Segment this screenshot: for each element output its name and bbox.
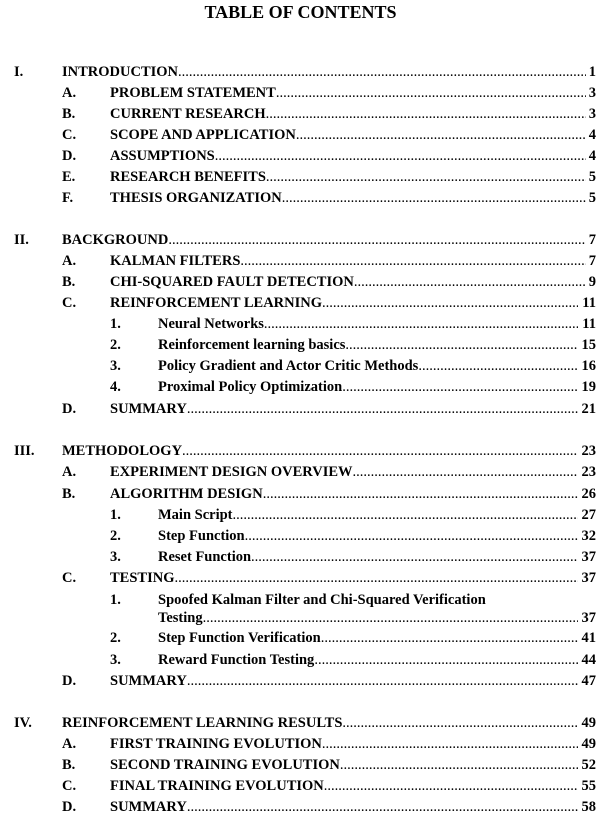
toc-page: 3: [588, 85, 596, 101]
toc-page: 3: [588, 106, 596, 122]
toc-entry-summary-iii[interactable]: [0, 671, 596, 691]
toc-entry-spoofed-kalman[interactable]: [0, 590, 596, 610]
toc-label: SCOPE AND APPLICATION: [110, 127, 296, 143]
toc-entry-rl-basics[interactable]: [0, 335, 596, 355]
toc-label: Main Script: [158, 507, 233, 523]
toc-number: D.: [62, 148, 77, 164]
toc-page: 9: [588, 274, 596, 290]
toc-entry-step-verification[interactable]: [0, 628, 596, 648]
toc-number: C.: [62, 295, 77, 311]
toc-entry-kalman-filters[interactable]: [0, 251, 596, 271]
toc-entry-final-training[interactable]: [0, 776, 596, 796]
toc-label: CHI-SQUARED FAULT DETECTION: [110, 274, 354, 290]
toc-label: TESTING: [110, 570, 175, 586]
toc-label-line1: Spoofed Kalman Filter and Chi-Squared Verification: [158, 592, 486, 608]
toc-page: 37: [581, 610, 596, 626]
toc-page: 44: [581, 652, 596, 668]
toc-entry-scope[interactable]: [0, 125, 596, 145]
toc-entry-reset-function[interactable]: [0, 547, 596, 567]
toc-entry-summary-ii[interactable]: [0, 399, 596, 419]
toc-label: Proximal Policy Optimization: [158, 379, 343, 395]
toc-entry-testing[interactable]: [0, 568, 596, 588]
toc-label: FINAL TRAINING EVOLUTION: [110, 778, 324, 794]
toc-page: 16: [581, 358, 596, 374]
toc-entry-background[interactable]: [0, 230, 596, 250]
toc-entry-summary-iv[interactable]: [0, 797, 596, 817]
toc-number: E.: [62, 169, 76, 185]
toc-page: 49: [581, 715, 596, 731]
toc-page: 4: [588, 148, 596, 164]
toc-label: Reinforcement learning basics: [158, 337, 346, 353]
toc-number: B.: [62, 106, 76, 122]
toc-number: 2.: [110, 528, 121, 544]
toc-page: 5: [588, 190, 596, 206]
toc-page: 37: [581, 549, 596, 565]
toc-page: 23: [581, 464, 596, 480]
toc-label: Testing: [158, 610, 203, 626]
toc-entry-current-research[interactable]: [0, 104, 596, 124]
toc-page: 41: [581, 630, 596, 646]
toc-label: RESEARCH BENEFITS: [110, 169, 266, 185]
toc-page: 55: [581, 778, 596, 794]
toc-number: II.: [14, 232, 29, 248]
toc-entry-neural-networks[interactable]: [0, 314, 596, 334]
toc-number: A.: [62, 253, 77, 269]
toc-label: EXPERIMENT DESIGN OVERVIEW: [110, 464, 353, 480]
toc-label: Step Function Verification: [158, 630, 321, 646]
toc-label: KALMAN FILTERS: [110, 253, 241, 269]
toc-label: Reward Function Testing: [158, 652, 315, 668]
toc-label: Neural Networks: [158, 316, 264, 332]
toc-number: 2.: [110, 337, 121, 353]
toc-number: F.: [62, 190, 74, 206]
toc-entry-problem-statement[interactable]: [0, 83, 596, 103]
toc-number: 4.: [110, 379, 121, 395]
toc-number: 3.: [110, 549, 121, 565]
toc-page: 7: [588, 232, 596, 248]
toc-label: FIRST TRAINING EVOLUTION: [110, 736, 322, 752]
toc-number: A.: [62, 85, 77, 101]
toc-number: C.: [62, 127, 77, 143]
toc-number: B.: [62, 757, 76, 773]
toc-number: 1.: [110, 592, 121, 608]
toc-entry-first-training[interactable]: [0, 734, 596, 754]
toc-entry-experiment-design[interactable]: [0, 462, 596, 482]
toc-label: SUMMARY: [110, 673, 187, 689]
page-title: TABLE OF CONTENTS: [204, 2, 397, 22]
toc-label: SUMMARY: [110, 799, 187, 815]
toc-number: 1.: [110, 316, 121, 332]
toc-entry-research-benefits[interactable]: [0, 167, 596, 187]
toc-label: SUMMARY: [110, 401, 187, 417]
toc-number: 3.: [110, 358, 121, 374]
toc-number: A.: [62, 736, 77, 752]
toc-label: ALGORITHM DESIGN: [110, 486, 263, 502]
toc-label: REINFORCEMENT LEARNING RESULTS: [62, 715, 343, 731]
toc-number: 3.: [110, 652, 121, 668]
toc-number: D.: [62, 799, 77, 815]
toc-label: SECOND TRAINING EVOLUTION: [110, 757, 340, 773]
toc-page: 7: [588, 253, 596, 269]
toc-page: 52: [581, 757, 596, 773]
toc-page: 23: [581, 443, 596, 459]
toc-entry-main-script[interactable]: [0, 505, 596, 525]
toc-number: 1.: [110, 507, 121, 523]
toc-page: 37: [581, 570, 596, 586]
toc-entry-ppo[interactable]: [0, 377, 596, 397]
toc-page: 27: [581, 507, 596, 523]
toc-page: 49: [581, 736, 596, 752]
toc-page: 5: [588, 169, 596, 185]
toc-label: METHODOLOGY: [62, 443, 183, 459]
toc-label: Policy Gradient and Actor Critic Methods: [158, 358, 419, 374]
toc-entry-assumptions[interactable]: [0, 146, 596, 166]
toc-entry-algorithm-design[interactable]: [0, 484, 596, 504]
toc-number: B.: [62, 274, 76, 290]
toc-entry-methodology[interactable]: [0, 441, 596, 461]
toc-number: C.: [62, 570, 77, 586]
toc-number: IV.: [14, 715, 32, 731]
toc-number: 2.: [110, 630, 121, 646]
toc-entry-second-training[interactable]: [0, 755, 596, 775]
toc-number: D.: [62, 673, 77, 689]
toc-entry-introduction[interactable]: [0, 62, 596, 82]
toc-entry-rl-results[interactable]: [0, 713, 596, 733]
toc-page: 15: [581, 337, 596, 353]
toc-page: 21: [581, 401, 596, 417]
toc-number: I.: [14, 64, 24, 80]
toc-page: 4: [588, 127, 596, 143]
toc-page: 58: [581, 799, 596, 815]
toc-entry-reward-testing[interactable]: [0, 650, 596, 670]
toc-entry-chi-squared[interactable]: [0, 272, 596, 292]
toc-entry-step-function[interactable]: [0, 526, 596, 546]
toc-label: ASSUMPTIONS: [110, 148, 215, 164]
toc-page: 11: [582, 295, 596, 311]
toc-label: CURRENT RESEARCH: [110, 106, 266, 122]
toc-number: B.: [62, 486, 76, 502]
toc-label: THESIS ORGANIZATION: [110, 190, 282, 206]
toc-label: REINFORCEMENT LEARNING: [110, 295, 323, 311]
toc-number: C.: [62, 778, 77, 794]
toc-number: D.: [62, 401, 77, 417]
toc-number: A.: [62, 464, 77, 480]
toc-page: 1: [588, 64, 596, 80]
toc-label: PROBLEM STATEMENT: [110, 85, 276, 101]
toc-label: INTRODUCTION: [62, 64, 179, 80]
toc-page: 47: [581, 673, 596, 689]
toc-page: 32: [581, 528, 596, 544]
toc-label: BACKGROUND: [62, 232, 169, 248]
toc-label: Step Function: [158, 528, 245, 544]
toc-page: 19: [581, 379, 596, 395]
toc-entry-spoofed-kalman-cont[interactable]: [0, 608, 596, 628]
toc-entry-policy-gradient[interactable]: [0, 356, 596, 376]
toc-number: III.: [14, 443, 35, 459]
toc-entry-reinforcement-learning[interactable]: [0, 293, 596, 313]
toc-page: 26: [581, 486, 596, 502]
toc-page: 11: [582, 316, 596, 332]
toc-label: Reset Function: [158, 549, 252, 565]
toc-entry-thesis-organization[interactable]: [0, 188, 596, 208]
